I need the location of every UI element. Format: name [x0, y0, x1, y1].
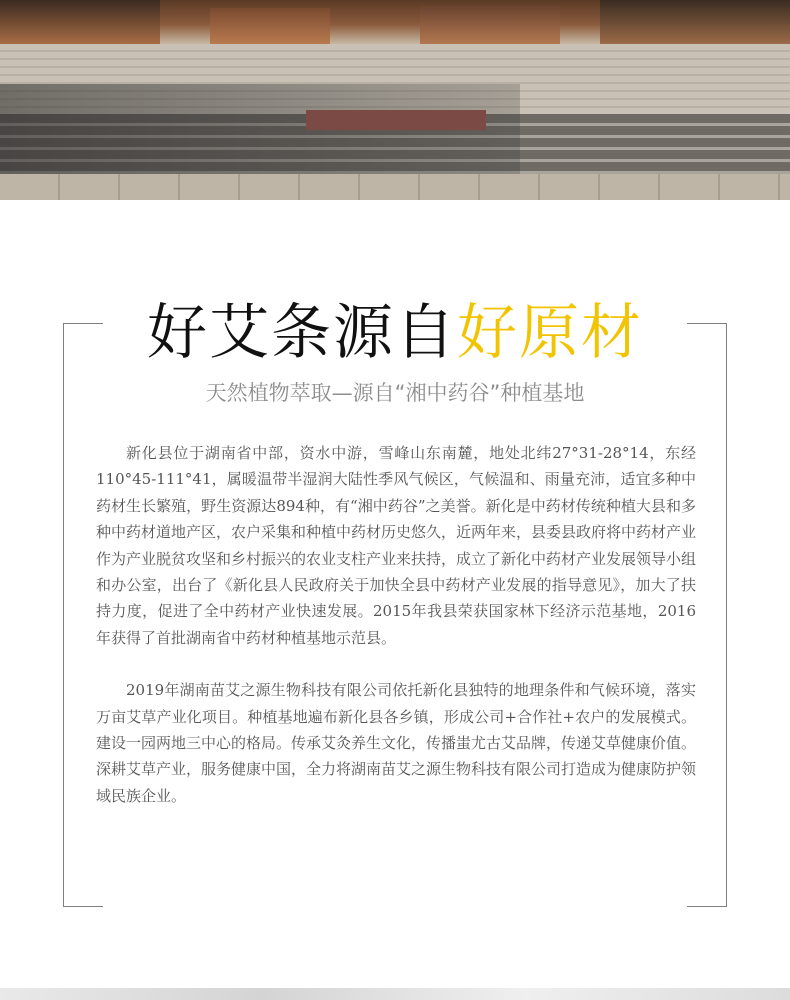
page-title — [0, 296, 790, 370]
hero-photo — [0, 0, 790, 200]
title-part-gold: 好原材 — [457, 298, 643, 368]
building-center-right — [420, 6, 560, 44]
temple-buildings — [0, 0, 790, 44]
paragraph-intro: 新化县位于湖南省中部，资水中游，雪峰山东南麓，地处北纬27°31-28°14，东经110°45-111°41，属暖温带半湿润大陆性季风气候区，气候温和、雨量充沛，适宜多种中药材生长繁殖，野生资源达894种，有“湘中药谷”之美誉。新化是中药材传统种植大县和多种中药材道地产区，农户采集和种植中药材历史悠久，近两年来，县委县政府将中药材产业作为产业脱贫攻坚和乡村振兴的农业支柱产业来扶持，成立了新化中药材产业发展领导小组和办公室，出台了《新化县人民政府关于加快全县中药材产业发展的指导意见》，加大了扶持力度，促进了全中药材产业快速发展。2015年我县荣获国家林下经济示范基地，2016年获得了首批湖南省中药材种植基地示范县。 — [96, 444, 697, 647]
building-center-left — [210, 8, 330, 44]
paragraph-company: 2019年湖南苗艾之源生物科技有限公司依托新化县独特的地理条件和气候环境，落实万亩艾草产业化项目。种植基地遍布新化县各乡镇，形成公司+合作社+农户的发展模式。建设一园两地三中心的格局。传承艾灸养生文化，传播蚩尤古艾品牌，传递艾草健康价值。深耕艾草产业，服务健康中国，全力将湖南苗艾之源生物科技有限公司打造成为健康防护领域民族企业。 — [96, 681, 697, 805]
body-text — [96, 440, 696, 809]
bottom-image-strip — [0, 988, 790, 1000]
red-carpet — [306, 110, 486, 130]
building-left — [0, 0, 160, 44]
title-part-black: 好艾条源自 — [147, 298, 457, 368]
shadow-overlay — [0, 84, 520, 179]
page-subtitle: 天然植物萃取—源自“湘中药谷”种植基地 — [205, 381, 585, 405]
paved-ground — [0, 174, 790, 200]
building-right — [600, 0, 790, 44]
